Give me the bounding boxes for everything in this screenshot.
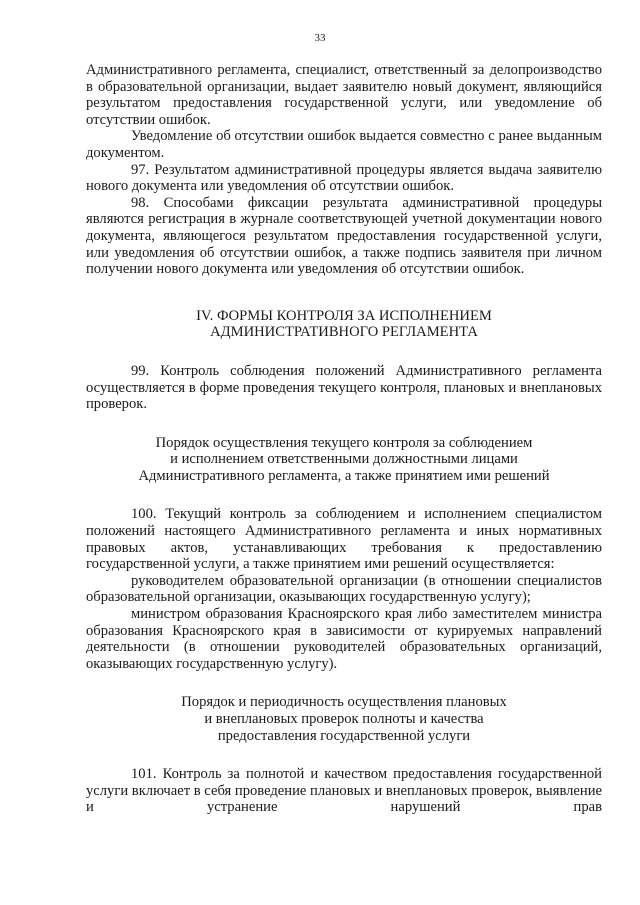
section-heading-line-2: АДМИНИСТРАТИВНОГО РЕГЛАМЕНТА — [210, 324, 478, 341]
page-content — [86, 62, 602, 816]
paragraph-notification: Уведомление об отсутствии ошибок выдается совместно с ранее выданным документом. — [86, 128, 602, 161]
paragraph-100: 100. Текущий контроль за соблюдением и исполнением специалистом положений настоящего Административного регламента и иных нормативных правовых актов, устанавливающих требования к предоставлению государственной услуги, а также принятием ими решений осуществляется: — [86, 506, 602, 573]
section-heading-line-1: IV. ФОРМЫ КОНТРОЛЯ ЗА ИСПОЛНЕНИЕМ — [196, 307, 492, 324]
section-heading — [86, 308, 602, 341]
subsection-heading-line-2: и исполнением ответственными должностными лицами — [170, 451, 518, 468]
subsection-heading-inspections — [86, 694, 602, 744]
subsection-heading-current-control — [86, 435, 602, 485]
paragraph-minister: министром образования Красноярского края либо заместителем министра образования Красноярского края в зависимости от курируемых направлений деятельности (в отношении руководителей образовательных организаций, оказывающих государственную услугу). — [86, 606, 602, 672]
paragraph-head-of-organization: руководителем образовательной организации (в отношении специалистов образовательной организации, оказывающих государственную услугу); — [86, 572, 602, 606]
page-number: 33 — [314, 32, 326, 44]
paragraph-99: 99. Контроль соблюдения положений Административного регламента осуществляется в форме проведения текущего контроля, плановых и внеплановых проверок. — [86, 362, 602, 413]
paragraph-97: 97. Результатом административной процедуры является выдача заявителю нового документа или уведомления об отсутствии ошибок. — [86, 161, 602, 195]
subsection-heading-line-3: Административного регламента, а также принятием ими решений — [138, 467, 550, 484]
paragraph-continuation: Административного регламента, специалист, ответственный за делопроизводство в образовательной организации, выдает заявителю новый документ, являющийся результатом предоставления государственной услуги, или уведомление об отсутствии ошибок. — [86, 62, 602, 128]
subsection-heading-line-3: предоставления государственной услуги — [217, 727, 471, 744]
subsection-heading-line-1: Порядок и периодичность осуществления плановых — [181, 694, 507, 711]
subsection-heading-line-1: Порядок осуществления текущего контроля за соблюдением — [155, 434, 533, 451]
paragraph-98: 98. Способами фиксации результата административной процедуры являются регистрация в журнале соответствующей учетной документации нового документа, являющегося результатом предоставления государственной услуги, или уведомления об отсутствии ошибок, а также подпись заявителя при личном получении нового документа или уведомления об отсутствии ошибок. — [86, 194, 602, 278]
subsection-heading-line-2: и внеплановых проверок полноты и качества — [204, 711, 484, 727]
paragraph-101: 101. Контроль за полнотой и качеством предоставления государственной услуги включает в себя проведение плановых и внеплановых проверок, выявление и устранение нарушений прав — [86, 766, 602, 816]
